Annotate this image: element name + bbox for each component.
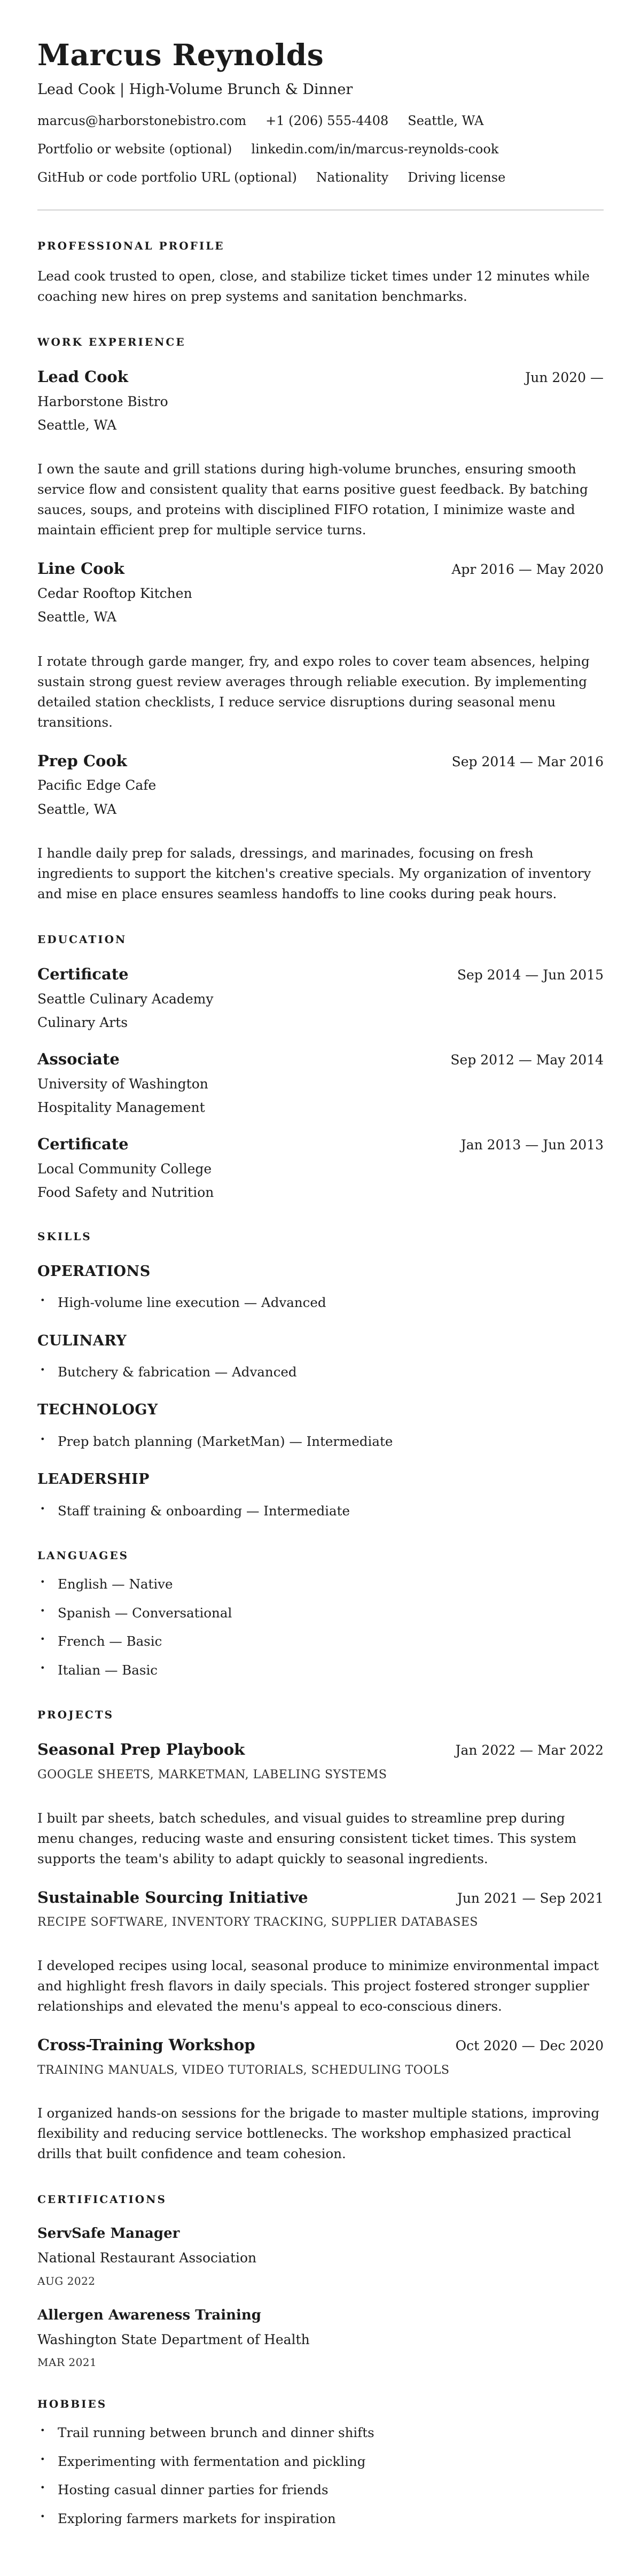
section-heading-projects: PROJECTS [37, 1708, 114, 1722]
job-dates: Jun 2020 — [525, 370, 604, 386]
contact-row [37, 141, 604, 158]
education-entry-header [37, 965, 604, 984]
job-title: Lead Cook [37, 368, 128, 386]
resume-header [37, 38, 604, 211]
section-heading-hobbies: HOBBIES [37, 2398, 107, 2411]
degree-title: Certificate [37, 1135, 129, 1154]
contact-location: Seattle, WA [408, 113, 484, 128]
contact-github: GitHub or code portfolio URL (optional) [37, 170, 297, 185]
section-heading-languages: LANGUAGES [37, 1549, 129, 1562]
project-dates: Jan 2022 — Mar 2022 [455, 1742, 604, 1758]
project-entry [37, 2036, 604, 2164]
contact-linkedin: linkedin.com/in/marcus-reynolds-cook [251, 141, 499, 157]
skill-item: • Butchery & fabrication — Advanced [37, 1363, 604, 1382]
hobby-list [37, 2423, 604, 2528]
section-professional-profile [37, 239, 604, 307]
contact-phone: +1 (206) 555-4408 [265, 113, 389, 128]
project-title: Seasonal Prep Playbook [37, 1740, 245, 1759]
contact-portfolio: Portfolio or website (optional) [37, 141, 232, 157]
skill-list [37, 1432, 604, 1451]
education-dates: Sep 2014 — Jun 2015 [457, 967, 604, 983]
education-school: University of Washington [37, 1076, 208, 1092]
skill-item: • High-volume line execution — Advanced [37, 1293, 604, 1312]
certification-issuer: Washington State Department of Health [37, 2332, 310, 2348]
language-item: • English — Native [37, 1575, 604, 1594]
project-title: Cross-Training Workshop [37, 2035, 255, 2054]
candidate-name: Marcus Reynolds [37, 37, 324, 72]
certification-entry [37, 2225, 604, 2287]
section-hobbies [37, 2398, 604, 2528]
language-item: • Spanish — Conversational [37, 1604, 604, 1623]
certification-date: AUG 2022 [37, 2274, 96, 2287]
skill-category-heading: LEADERSHIP [37, 1471, 150, 1488]
language-item: • Italian — Basic [37, 1661, 604, 1680]
education-field: Culinary Arts [37, 1014, 128, 1030]
work-entry-header [37, 368, 604, 386]
hobby-item: • Experimenting with fermentation and pickling [37, 2452, 604, 2471]
education-school: Local Community College [37, 1161, 212, 1177]
certification-date: MAR 2021 [37, 2356, 97, 2369]
skill-group [37, 1402, 604, 1451]
job-company: Pacific Edge Cafe [37, 777, 157, 793]
certification-entry [37, 2307, 604, 2369]
certification-name: Allergen Awareness Training [37, 2307, 261, 2323]
profile-summary: Lead cook trusted to open, close, and stabilize ticket times under 12 minutes while coaching new hires on prep systems and sanitation benchmarks. [37, 268, 590, 305]
skill-category-heading: CULINARY [37, 1332, 127, 1349]
work-entry [37, 559, 604, 732]
project-entry-header [37, 2036, 604, 2054]
skill-group [37, 1263, 604, 1312]
education-dates: Jan 2013 — Jun 2013 [460, 1137, 604, 1153]
hobby-item: • Trail running between brunch and dinner shifts [37, 2423, 604, 2442]
education-school: Seattle Culinary Academy [37, 991, 214, 1007]
certification-issuer: National Restaurant Association [37, 2250, 257, 2266]
work-entry [37, 752, 604, 904]
contact-row [37, 113, 604, 129]
section-heading-professional-profile: PROFESSIONAL PROFILE [37, 239, 225, 253]
job-title: Prep Cook [37, 751, 127, 770]
skill-list [37, 1363, 604, 1382]
job-company: Harborstone Bistro [37, 393, 168, 409]
project-tools: TRAINING MANUALS, VIDEO TUTORIALS, SCHEDULING TOOLS [37, 2063, 450, 2077]
job-location: Seattle, WA [37, 801, 117, 817]
project-description: I built par sheets, batch schedules, and visual guides to streamline prep during menu changes, reducing waste and ensuring consistent ticket times. This system supports the team's ability to adapt quickly to seasonal ingredients. [37, 1810, 577, 1866]
education-field: Food Safety and Nutrition [37, 1185, 214, 1201]
section-work-experience [37, 336, 604, 904]
work-entry-header [37, 559, 604, 578]
project-entry-header [37, 1888, 604, 1907]
skill-category-heading: TECHNOLOGY [37, 1402, 158, 1419]
skill-category-heading: OPERATIONS [37, 1263, 151, 1280]
contact-email: marcus@harborstonebistro.com [37, 113, 247, 128]
job-dates: Sep 2014 — Mar 2016 [451, 753, 604, 769]
skill-item: • Staff training & onboarding — Intermediate [37, 1501, 604, 1521]
education-dates: Sep 2012 — May 2014 [450, 1052, 604, 1068]
skill-group [37, 1471, 604, 1520]
project-entry-header [37, 1740, 604, 1759]
project-dates: Jun 2021 — Sep 2021 [457, 1890, 604, 1906]
education-field: Hospitality Management [37, 1100, 205, 1116]
section-skills [37, 1230, 604, 1521]
job-description: I own the saute and grill stations during high-volume brunches, ensuring smooth service flow and consistent quality that earns positive guest feedback. By batching sauces, soups, and proteins with disciplined FIFO rotation, I minimize waste and maintain efficient prep for multiple service turns. [37, 461, 588, 538]
section-heading-certifications: CERTIFICATIONS [37, 2192, 167, 2206]
job-description: I handle daily prep for salads, dressings, and marinades, focusing on fresh ingredients to support the kitchen's creative specials. My organization of inventory and mise en place ensures seamless handoffs to line cooks during peak hours. [37, 845, 591, 901]
section-heading-skills: SKILLS [37, 1229, 92, 1243]
education-entry [37, 1050, 604, 1116]
degree-title: Certificate [37, 964, 129, 983]
project-description: I organized hands-on sessions for the brigade to master multiple stations, improving flexibility and reducing service bottlenecks. The workshop emphasized practical drills that built confidence and team cohesion. [37, 2105, 600, 2161]
job-dates: Apr 2016 — May 2020 [451, 562, 604, 578]
job-location: Seattle, WA [37, 609, 117, 625]
certification-name: ServSafe Manager [37, 2225, 180, 2242]
skill-list [37, 1501, 604, 1521]
contact-nationality: Nationality [316, 170, 389, 185]
skill-list [37, 1293, 604, 1312]
project-entry [37, 1740, 604, 1869]
section-projects [37, 1708, 604, 2164]
project-tools: RECIPE SOFTWARE, INVENTORY TRACKING, SUPPLIER DATABASES [37, 1916, 478, 1929]
project-tools: GOOGLE SHEETS, MARKETMAN, LABELING SYSTEMS [37, 1768, 387, 1782]
contact-driving-license: Driving license [408, 170, 506, 185]
project-title: Sustainable Sourcing Initiative [37, 1888, 308, 1906]
project-dates: Oct 2020 — Dec 2020 [455, 2037, 604, 2053]
job-location: Seattle, WA [37, 417, 117, 433]
candidate-headline: Lead Cook | High-Volume Brunch & Dinner [37, 81, 353, 98]
project-description: I developed recipes using local, seasonal produce to minimize environmental impact and highlight fresh flavors in daily specials. This project fostered stronger supplier relationships and elevated the menu's appeal to eco-conscious diners. [37, 1957, 599, 2014]
hobby-item: • Hosting casual dinner parties for friends [37, 2480, 604, 2500]
language-item: • French — Basic [37, 1632, 604, 1651]
education-entry-header [37, 1050, 604, 1069]
education-entry-header [37, 1135, 604, 1154]
degree-title: Associate [37, 1050, 120, 1069]
work-entry [37, 368, 604, 540]
work-entry-header [37, 752, 604, 771]
job-description: I rotate through garde manger, fry, and expo roles to cover team absences, helping sustain strong guest review averages through reliable execution. By implementing detailed station checklists, I reduce service disruptions during seasonal menu transitions. [37, 653, 590, 730]
education-entry [37, 1135, 604, 1201]
education-entry [37, 965, 604, 1031]
hobby-item: • Exploring farmers markets for inspiration [37, 2509, 604, 2528]
header-divider [37, 209, 604, 211]
section-certifications [37, 2193, 604, 2369]
job-company: Cedar Rooftop Kitchen [37, 586, 192, 602]
section-education [37, 933, 604, 1201]
section-languages [37, 1549, 604, 1679]
contact-row [37, 169, 604, 186]
skill-group [37, 1333, 604, 1382]
project-entry [37, 1888, 604, 2017]
language-list [37, 1575, 604, 1679]
section-heading-work-experience: WORK EXPERIENCE [37, 336, 186, 349]
job-title: Line Cook [37, 559, 124, 578]
contact-info [37, 113, 604, 186]
skill-item: • Prep batch planning (MarketMan) — Intermediate [37, 1432, 604, 1451]
section-heading-education: EDUCATION [37, 932, 127, 946]
